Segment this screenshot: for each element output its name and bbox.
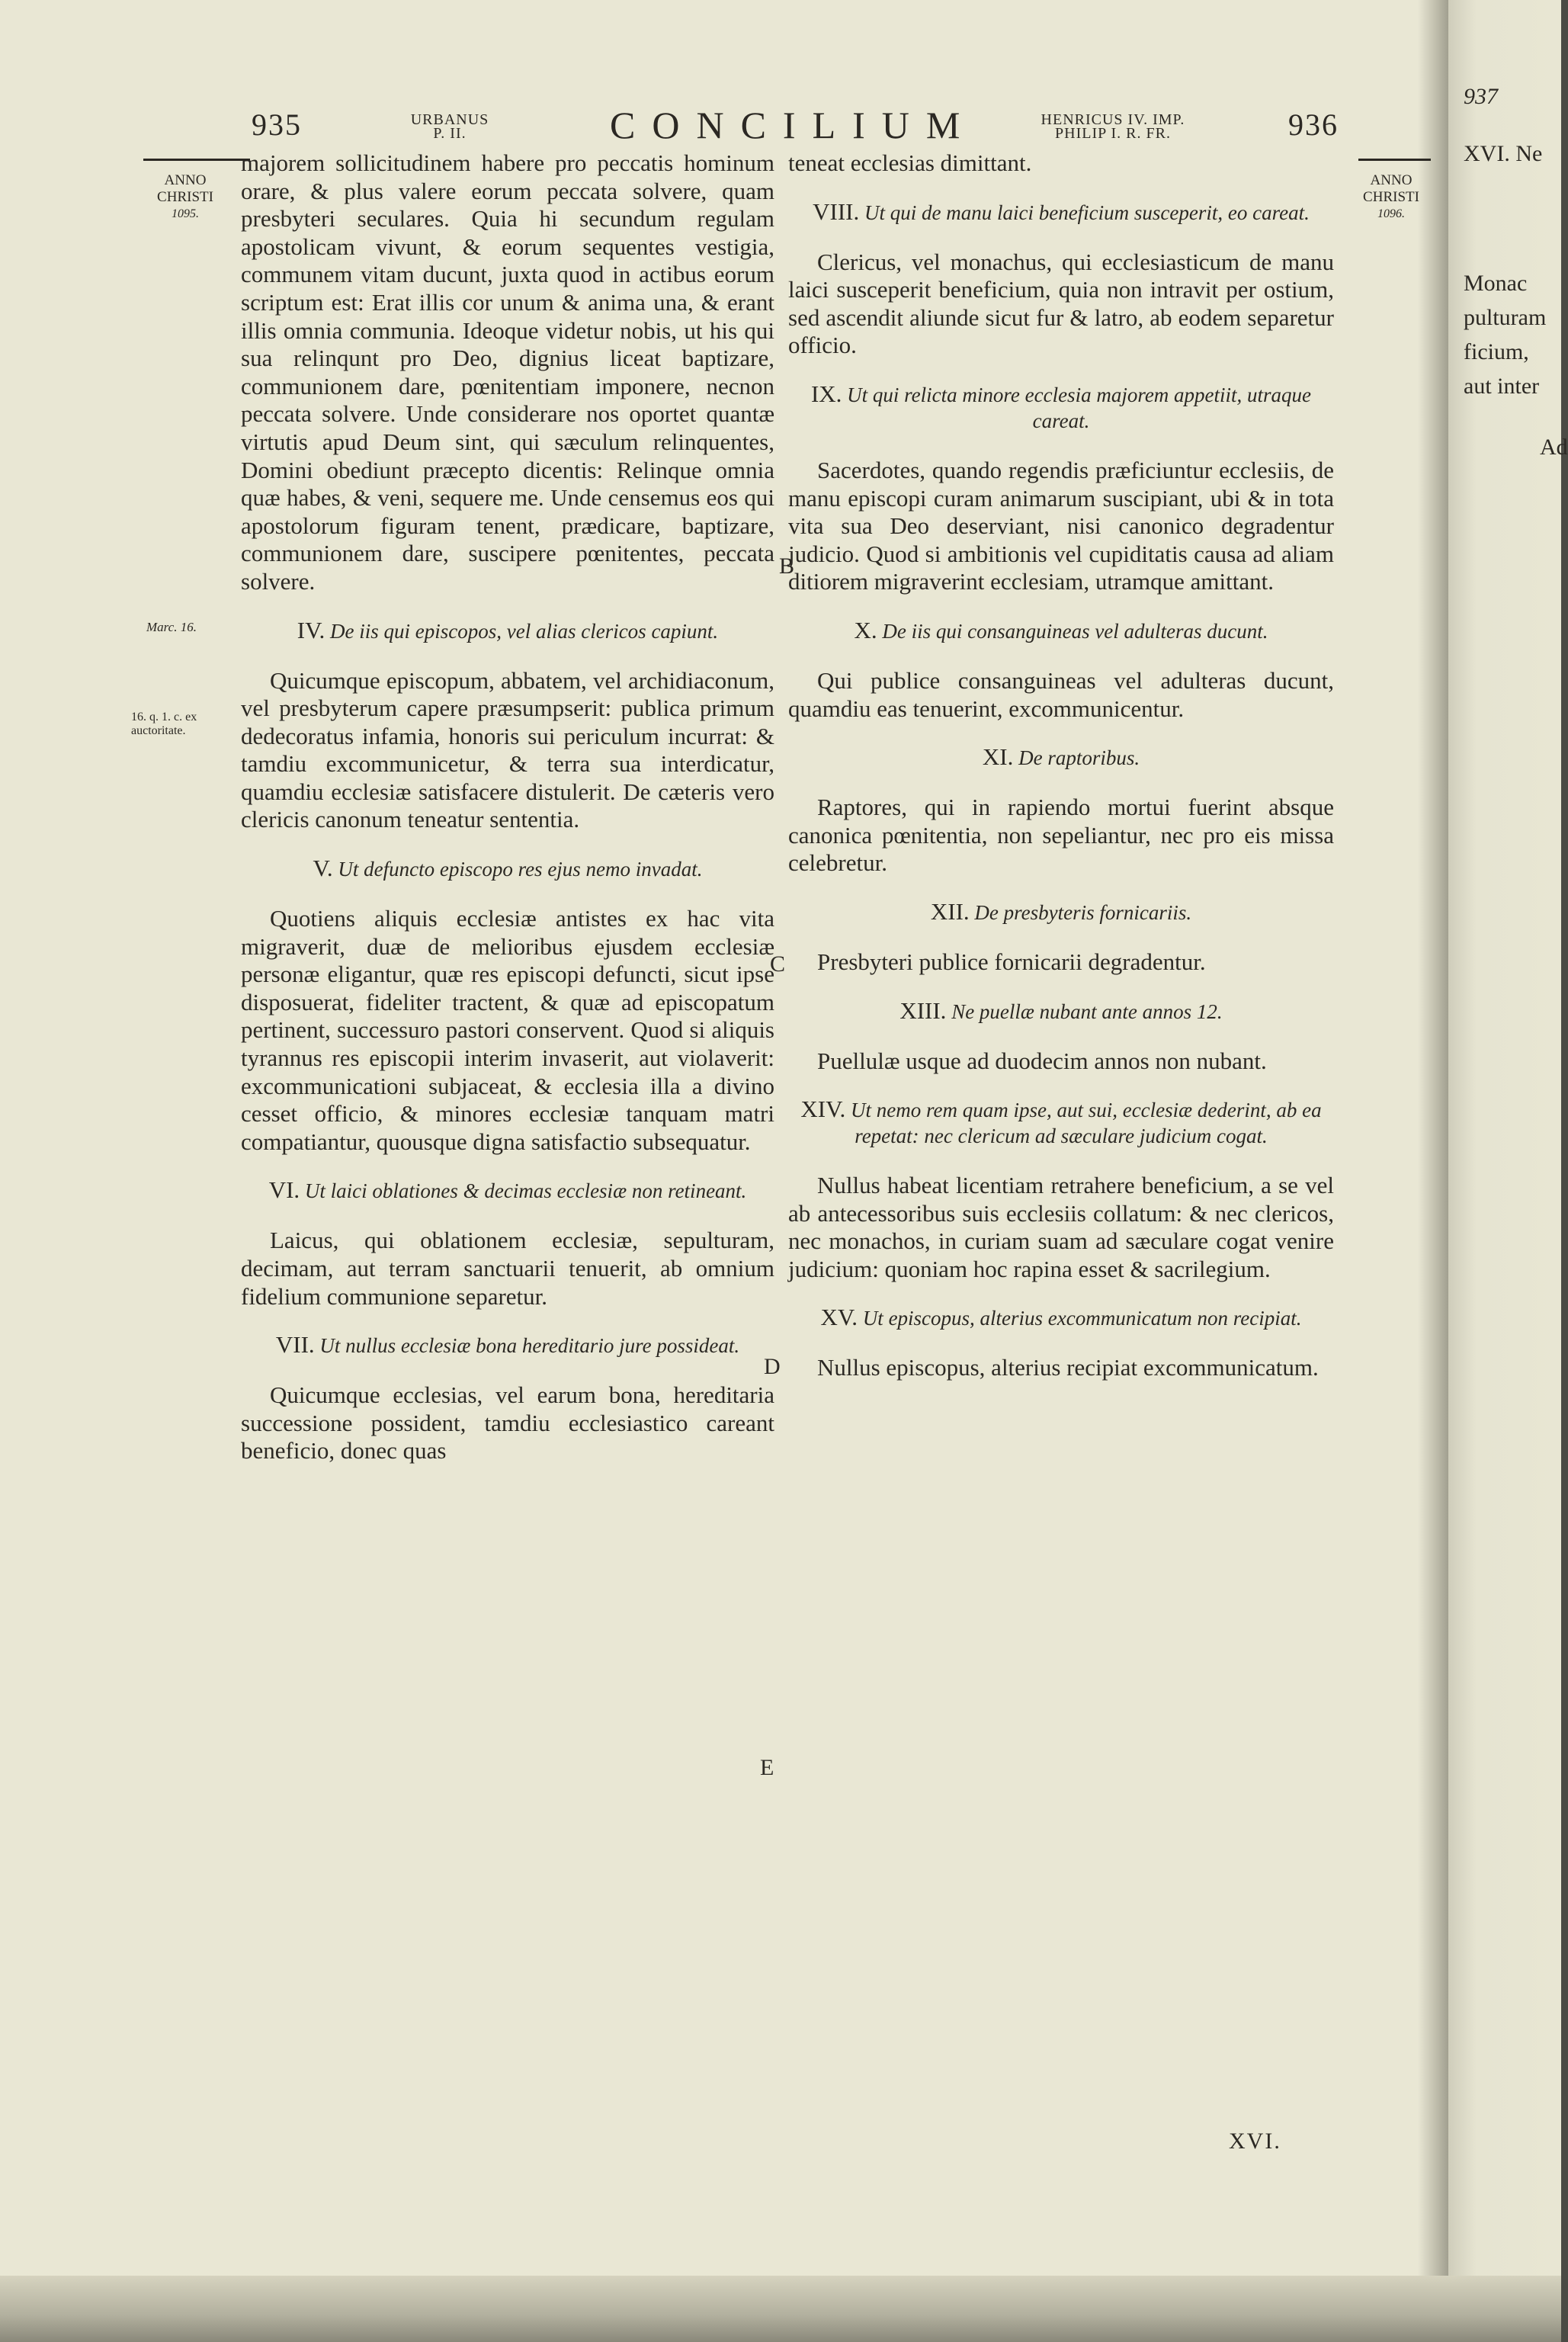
canon-xv-heading: XV. Ut episcopus, alterius excommunicatum non recipiat. [820,1304,1302,1331]
canon-xiii-text: Puellulæ usque ad duodecim annos non nubant. [817,1047,1267,1074]
facing-page-fragment: aut inter [1464,374,1540,399]
canon-x-text: Qui publice consanguineas vel adulteras ducunt, quamdiu eas tenuerint, excommunicentur. [788,666,1334,722]
left-opening-text: majorem sollicitudinem habere pro peccatis hominum orare, & plus valere eorum peccata solvere, quam presbyteri seculares. Quia hi secundum regulam apostolicam vivunt, & eorum sequentes vestigia, communem vitam ducunt, juxta quod in actibus eorum scriptum est: Erat illis cor unum & anima una, & erant illis omnia communia. Ideoque videtur nobis, ut his qui sua relinqunt pro Deo, dignius liceat baptizare, communionem dare, pœnitentiam imponere, necnon peccata solvere. Unde considerare nos oportet quantæ virtutis apud Deum sint, qui sæculum relinquentes, Domini obediunt præcepto dicentis: Relinque omnia quæ habes, & veni, sequere me. Unde censemus eos qui apostolorum figuram tenent, prædicare, baptizare, communionem dare, suscipere pœnitentes, peccata solvere. [241,149,774,595]
facing-page-fragment: ficium, [1464,339,1529,364]
marker-c: C [770,951,786,977]
catchword: XVI. [1229,2129,1281,2154]
facing-page-fragment: pulturam [1464,305,1547,330]
canon-xiv-heading: XIV. Ut nemo rem quam ipse, aut sui, ecclesiæ dederint, ab ea repetat: nec clericum ad sæculare judicium cogat. [800,1096,1322,1148]
left-page-number: 935 [252,107,302,142]
margin-rule-left [143,159,250,161]
facing-page-number: 937 [1464,84,1498,109]
canon-ix-text: Sacerdotes, quando regendis præficiuntur ecclesiis, de manu episcopi curam animarum suscipiant, ubi & in tota vita sua Deo deserviant, nisi canonico degradentur judicio. Quod si ambitionis vel cupiditatis causa ad aliam ditiorem migraverint ecclesiam, utramque amittant. [788,456,1334,595]
canon-x-heading: X. De iis qui consanguineas vel adulteras ducunt. [854,616,1268,643]
canon-vi-text: Laicus, qui oblationem ecclesiæ, sepulturam, decimam, aut terram sanctuarii tenuerit, ab omnium fidelium communione separetur. [241,1227,774,1310]
margin-note-q: 16. q. 1. c. ex auctoritate. [131,711,197,737]
marker-b: B [779,553,795,579]
canon-xv-text: Nullus episcopus, alterius recipiat excommunicatum. [817,1354,1319,1381]
canon-v-heading: V. Ut defuncto episcopo res ejus nemo invadat. [313,855,703,882]
right-column [788,149,1334,1382]
facing-page-fragment: Ad [1540,435,1568,460]
facing-page-edge [1448,0,1568,2342]
facing-page-fragment: Monac [1464,271,1528,296]
canon-viii-text: Clericus, vel monachus, qui ecclesiasticum de manu laici susceperit beneficium, quia non intravit per ostium, sed ascendit aliunde sicut fur & latro, ab eodem separetur officio. [788,248,1334,359]
right-opening-text: teneat ecclesias dimittant. [788,149,1032,176]
margin-rule-right [1358,159,1431,161]
marker-e: E [760,1755,774,1780]
canon-xiv-text: Nullus habeat licentiam retrahere beneficium, a se vel ab antecessoribus suis ecclesiis collatum: & nec clericos, nec monachos, in curiam suam ad sæculare cogat venire judicium: quoniam hoc rapina esset & sacrilegium. [788,1172,1334,1282]
canon-xi-heading: XI. De raptoribus. [982,743,1140,771]
page-bottom-shadow [0,2276,1561,2342]
anno-christi-left: ANNO CHRISTI 1095. [157,172,213,220]
right-running-head: HENRICUS IV. IMP. PHILIP I. R. FR. [1041,111,1185,142]
left-column [241,149,774,1465]
canon-xii-text: Presbyteri publice fornicarii degradentur. [817,948,1206,975]
canon-xii-heading: XII. De presbyteris fornicariis. [930,897,1192,925]
canon-ix-heading: IX. Ut qui relicta minore ecclesia majorem appetiit, utraque careat. [810,380,1312,432]
facing-page-heading: XVI. Ne [1464,141,1543,166]
left-running-head: URBANUS P. II. [410,111,489,142]
margin-note-marc: Marc. 16. [146,620,197,634]
page-title: CONCILIUM [610,104,977,146]
canon-v-text: Quotiens aliquis ecclesiæ antistes ex hac vita migraverit, duæ de melioribus ejusdem ecclesiæ personæ eligantur, quæ res episcopi defuncti, sicut ipse disposuerat, fideliter tractent, & quæ ad episcopatum pertinent, successuro pastori conservent. Quod si aliquis tyrannus res episcopii interim invaserit, aut violaverit: excommunicationi subjaceat, & ecclesia illa a divino cesset officio, & minores ecclesiæ tanquam matri compatiantur, quousque digna satisfactio subsequatur. [241,905,774,1155]
marker-d: D [764,1354,781,1379]
canon-iv-heading: IV. De iis qui episcopos, vel alias clericos capiunt. [297,616,719,643]
canon-iv-text: Quicumque episcopum, abbatem, vel archidiaconum, vel presbyterum capere præsumpserit: publica primum dedecoratus infamia, honoris sui periculum incurrat: & tamdiu excommunicetur, & terra sua interdicatur, quamdiu ecclesiæ satisfacere distulerit. De cæteris vero clericis canonum teneatur sententia. [241,666,774,833]
canon-viii-heading: VIII. Ut qui de manu laici beneficium susceperit, eo careat. [813,197,1310,225]
right-page-number: 936 [1288,107,1339,142]
canon-vii-heading: VII. Ut nullus ecclesiæ bona hereditario jure possideat. [275,1331,740,1359]
canon-xiii-heading: XIII. Ne puellæ nubant ante annos 12. [899,996,1223,1024]
canon-vii-text: Quicumque ecclesias, vel earum bona, hereditaria successione possident, tamdiu ecclesiastico careant beneficio, donec quas [241,1381,774,1465]
anno-christi-right: ANNO CHRISTI 1096. [1363,172,1419,220]
canon-vi-heading: VI. Ut laici oblationes & decimas ecclesiæ non retineant. [268,1176,747,1204]
canon-xi-text: Raptores, qui in rapiendo mortui fuerint absque canonica pœnitentia, non sepeliantur, nec pro eis missa celebretur. [788,794,1334,877]
